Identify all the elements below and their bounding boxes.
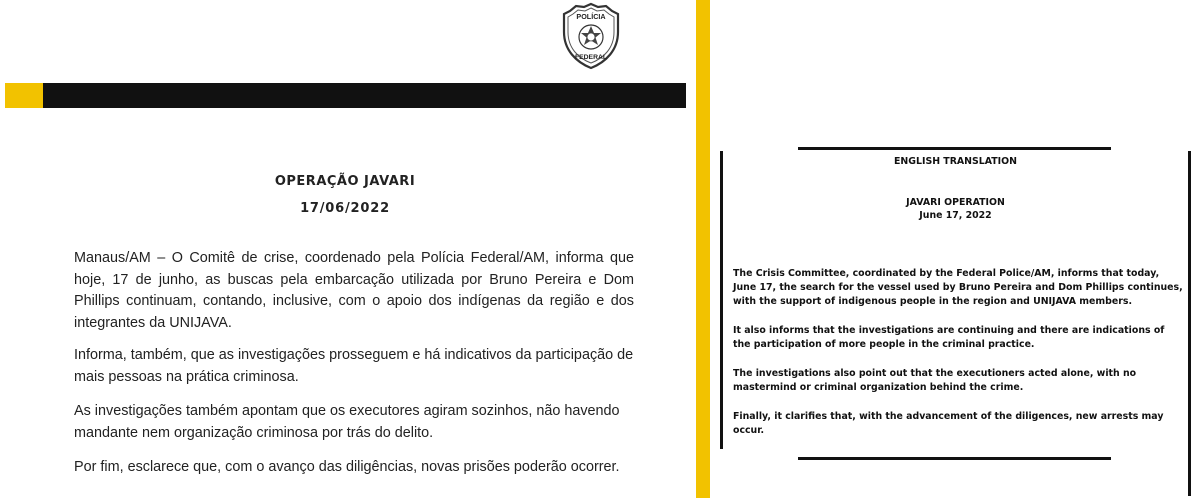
frame-left-line — [720, 151, 723, 449]
paragraph-4: Por fim, esclarece que, com o avanço das diligências, novas prisões poderão ocorrer. — [74, 459, 620, 475]
frame-bottom-line — [798, 457, 1111, 460]
translation-paragraph-3: The investigations also point out that the executioners acted alone, with no mastermind or criminal organization behind the crime. — [733, 368, 1137, 393]
frame-top-line — [798, 147, 1111, 150]
translation-title: JAVARI OPERATION — [906, 197, 1005, 208]
paragraph-3: As investigações também apontam que os executores agiram sozinhos, não havendo mandante nem organização criminosa por trás do delito. — [74, 403, 620, 441]
banner-bar — [43, 83, 686, 108]
frame-right-line — [1188, 151, 1191, 496]
document-title: OPERAÇÃO JAVARI — [274, 174, 416, 189]
document-date: 17/06/2022 — [300, 201, 390, 216]
translation-paragraph-4: Finally, it clarifies that, with the advancement of the diligences, new arrests may occur. — [733, 411, 1164, 436]
svg-text:POLÍCIA: POLÍCIA — [576, 12, 606, 21]
federal-police-badge-logo — [560, 2, 622, 70]
translation-paragraph-2: It also informs that the investigations are continuing and there are indications of the participation of more people in the criminal practice. — [733, 325, 1165, 350]
paragraph-1: Manaus/AM – O Comitê de crise, coordenado pela Polícia Federal/AM, informa que hoje, 17 de junho, as buscas pela embarcação utilizada por Bruno Pereira e Dom Phillips continuam, contando, inclusive, com o apoio dos indígenas da região e dos integrantes da UNIJAVA. — [74, 250, 634, 331]
svg-text:FEDERAL: FEDERAL — [574, 54, 608, 61]
banner-accent — [5, 83, 43, 108]
separator-yellow-band — [696, 0, 710, 498]
translation-heading: ENGLISH TRANSLATION — [894, 156, 1017, 167]
translation-paragraph-1: The Crisis Committee, coordinated by the Federal Police/AM, informs that today, June 17, the search for the vessel used by Bruno Pereira and Dom Phillips continues, with the support of indigenous people in the region and UNIJAVA members. — [733, 268, 1183, 307]
paragraph-2: Informa, também, que as investigações prosseguem e há indicativos da participação de mais pessoas na prática criminosa. — [74, 347, 634, 385]
translation-date: June 17, 2022 — [919, 210, 992, 221]
